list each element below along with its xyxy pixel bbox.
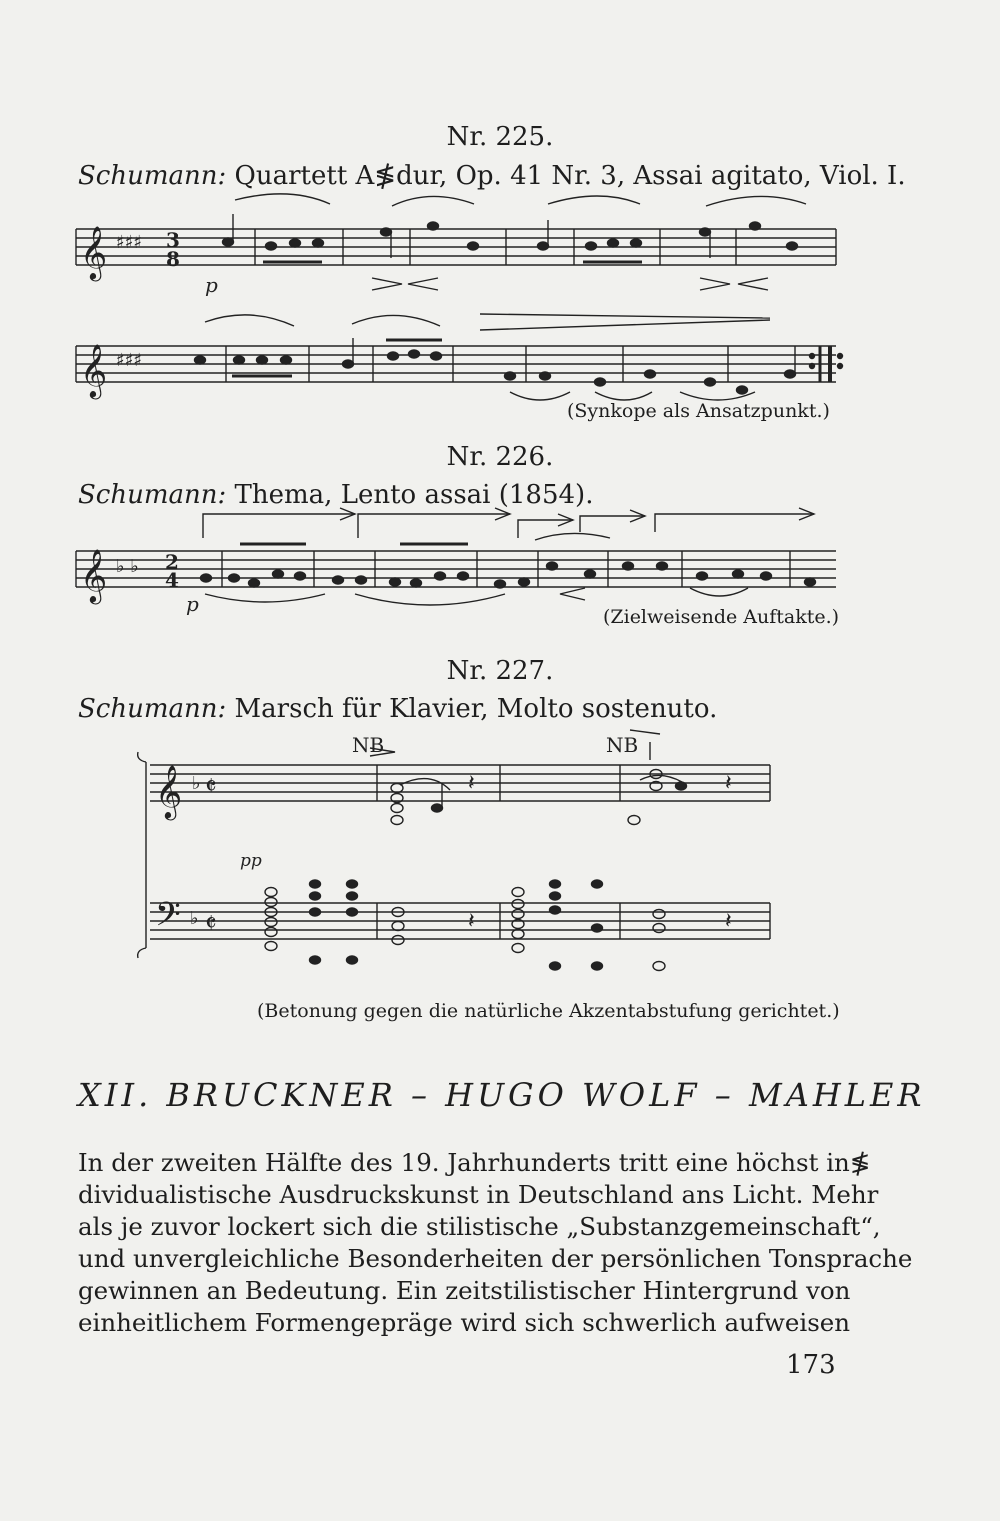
treble-clef-icon: 𝄞 bbox=[80, 343, 108, 397]
body-line: In der zweiten Hälfte des 19. Jahrhunderts tritt eine höchst in≸ bbox=[78, 1148, 871, 1177]
body-line: gewinnen an Bedeutung. Ein zeitstilistischer Hintergrund von bbox=[78, 1276, 851, 1305]
page-number: 173 bbox=[786, 1350, 836, 1380]
nb-marking: NB bbox=[352, 733, 385, 757]
example-number-225: Nr. 225. bbox=[446, 122, 554, 152]
notes-227 bbox=[155, 733, 732, 971]
composer-name: Schumann: bbox=[78, 161, 227, 191]
chapter-heading: XII. BRUCKNER – HUGO WOLF – MAHLER bbox=[78, 1076, 926, 1114]
notes-226 bbox=[80, 544, 816, 616]
example-number-227: Nr. 227. bbox=[446, 656, 554, 686]
common-time-cut-icon: 𝄵 bbox=[205, 772, 217, 802]
example-number-226: Nr. 226. bbox=[446, 442, 554, 472]
dynamic-marking: p bbox=[205, 273, 218, 297]
body-line: als je zuvor lockert sich die stilistische „Substanzgemeinschaft“, bbox=[78, 1212, 881, 1241]
piece-title: Quartett A≸dur, Op. 41 Nr. 3, Assai agitato, Viol. I. bbox=[234, 161, 906, 191]
body-line: dividualistische Ausdruckskunst in Deutschland ans Licht. Mehr bbox=[78, 1180, 879, 1209]
body-line: und unvergleichliche Besonderheiten der persönlichen Tonsprache bbox=[78, 1244, 913, 1273]
svg-text:♯♯♯: ♯♯♯ bbox=[116, 232, 143, 253]
staff-227 bbox=[138, 730, 770, 958]
common-time-cut-icon: 𝄵 bbox=[205, 909, 217, 939]
dynamic-marking: pp bbox=[240, 851, 262, 871]
body-line: einheitlichem Formengepräge wird sich schwerlich aufweisen bbox=[78, 1308, 851, 1337]
time-signature-bottom: 4 bbox=[165, 568, 179, 592]
composer-name: Schumann: bbox=[78, 480, 227, 510]
staff-225-line-1 bbox=[76, 194, 836, 290]
bass-clef-icon: 𝄢 bbox=[155, 896, 181, 942]
nb-marking: NB bbox=[606, 733, 639, 757]
treble-clef-icon: 𝄞 bbox=[155, 764, 183, 818]
example-caption-227: (Betonung gegen die natürliche Akzentabstufung gerichtet.) bbox=[257, 1000, 840, 1022]
svg-text:𝄽: 𝄽 bbox=[725, 771, 732, 796]
example-caption-225: (Synkope als Ansatzpunkt.) bbox=[567, 400, 830, 422]
time-signature-top: 2 bbox=[165, 550, 179, 574]
svg-text:♭ ♭: ♭ ♭ bbox=[116, 556, 139, 577]
time-signature-top: 3 bbox=[166, 228, 180, 252]
svg-text:𝄽: 𝄽 bbox=[468, 771, 475, 796]
svg-text:𝄽: 𝄽 bbox=[468, 909, 475, 934]
body-paragraph bbox=[78, 1147, 913, 1339]
staff-225-line-2 bbox=[76, 314, 836, 400]
staff-226 bbox=[76, 508, 836, 605]
treble-clef-icon: 𝄞 bbox=[80, 548, 108, 602]
composer-name: Schumann: bbox=[78, 694, 227, 724]
treble-clef-icon: 𝄞 bbox=[80, 225, 108, 279]
time-signature-bottom: 8 bbox=[166, 247, 180, 271]
example-caption-226: (Zielweisende Auftakte.) bbox=[603, 606, 840, 628]
dynamic-marking: p bbox=[186, 592, 199, 616]
svg-text:♯♯♯: ♯♯♯ bbox=[116, 350, 143, 371]
piece-title: Thema, Lento assai (1854). bbox=[234, 480, 594, 510]
svg-text:♭: ♭ bbox=[192, 773, 201, 794]
piece-title: Marsch für Klavier, Molto sostenuto. bbox=[234, 694, 718, 724]
svg-text:♭: ♭ bbox=[190, 908, 199, 929]
svg-text:𝄽: 𝄽 bbox=[725, 909, 732, 934]
